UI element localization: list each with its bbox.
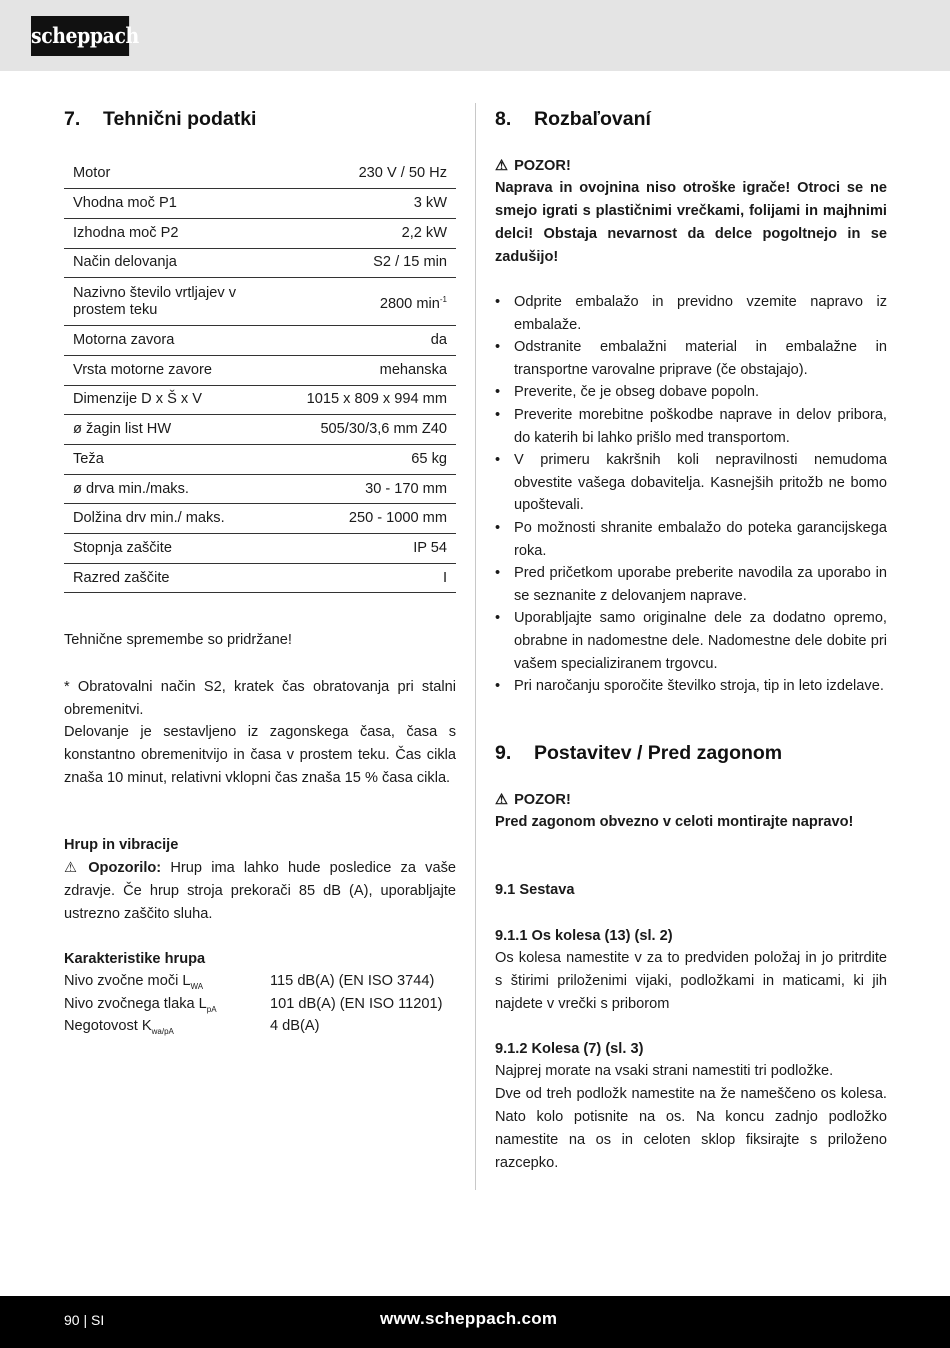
noise-label: Negotovost K	[64, 1018, 152, 1034]
spec-label: Vhodna moč P1	[64, 189, 298, 219]
noise-row	[64, 970, 456, 993]
spec-row	[64, 534, 456, 564]
page-separator: |	[83, 1312, 88, 1328]
footer-bar	[0, 1296, 950, 1348]
spec-value-text: 2,2 kW	[401, 224, 447, 241]
spec-value	[298, 534, 456, 564]
section-8-heading	[495, 108, 651, 131]
noise-label-subscript: WA	[190, 982, 204, 991]
spec-label: ø drva min./maks.	[64, 474, 298, 504]
section-9-heading	[495, 742, 782, 765]
pozor-label: POZOR!	[514, 158, 571, 174]
spec-value	[298, 504, 456, 534]
spec-value-text: 505/30/3,6 mm Z40	[320, 421, 447, 438]
spec-value	[298, 474, 456, 504]
spec-row	[64, 218, 456, 248]
spec-value	[298, 326, 456, 356]
spec-value-text: 2800 min	[379, 295, 440, 312]
unpacking-list-item: • Preverite morebitne poškodbe naprave in delov pribora, do katerih bi lahko prišlo med transportom.	[495, 404, 887, 449]
subsection-9-1-1-text: Os kolesa namestite v za to predviden položaj in jo pritrdite s štirimi priloženimi vijaki, podložkami in maticami, ki jih najdete v vrečki s priborom	[495, 950, 887, 1012]
warning-icon: ⚠	[64, 860, 78, 876]
spec-row	[64, 415, 456, 445]
changes-note: Tehnične spremembe so pridržane!	[64, 632, 292, 648]
warning-icon: ⚠	[495, 158, 509, 174]
spec-value	[298, 355, 456, 385]
spec-label: Razred zaščite	[64, 563, 298, 593]
spec-label: Način delovanja	[64, 248, 298, 278]
spec-label: Vrsta motorne zavore	[64, 355, 298, 385]
noise-value: 4 dB(A)	[270, 1018, 320, 1034]
spec-label: Motor	[64, 159, 298, 189]
noise-label-subscript: pA	[206, 1004, 217, 1014]
spec-label: ø žagin list HW	[64, 415, 298, 445]
noise-values	[64, 970, 456, 1038]
spec-value-text: 1015 x 809 x 994 mm	[306, 391, 447, 408]
spec-value-text: 250 - 1000 mm	[348, 510, 447, 527]
spec-value	[298, 445, 456, 475]
header-bar	[0, 0, 950, 71]
spec-row	[64, 159, 456, 189]
unpacking-list-item: • Odprite embalažo in previdno vzemite napravo iz embalaže.	[495, 291, 887, 336]
spec-label: Nazivno število vrtljajev v prostem teku	[64, 278, 298, 326]
spec-value-text: 230 V / 50 Hz	[358, 165, 447, 182]
noise-char-heading: Karakteristike hrupa	[64, 951, 206, 967]
unpacking-list-item: • Uporabljajte samo originalne dele za dodatno opremo, obrabne in nadomestne dele. Nadomestne dele dobite pri vašem specializiranem trgovcu.	[495, 607, 887, 675]
spec-label: Dimenzije D x Š x V	[64, 385, 298, 415]
spec-value-text: IP 54	[413, 539, 447, 556]
subsection-9-1-2-text1: Najprej morate na vsaki strani namestiti tri podložke.	[495, 1063, 834, 1079]
duty-description: Delovanje je sestavljeno iz zagonskega časa, časa s konstantno obremenitvijo in časa v prostem teku. Čas cikla znaša 10 minut, relativni vklopni čas znaša 15 % časa cikla.	[64, 724, 456, 786]
spec-value	[298, 415, 456, 445]
spec-value-text: da	[430, 332, 447, 349]
page-number: 90	[64, 1312, 80, 1328]
unpacking-list-item: • Pred pričetkom uporabe preberite navodila za uporabo in se seznanite z delovanjem naprave.	[495, 562, 887, 607]
section-7-title: Tehnični podatki	[103, 108, 257, 130]
section-8-number: 8.	[495, 108, 512, 130]
noise-value: 115 dB(A) (EN ISO 3744)	[270, 973, 435, 989]
spec-value	[298, 248, 456, 278]
section-8-warning-label	[495, 155, 887, 178]
spec-label: Dolžina drv min./ maks.	[64, 504, 298, 534]
section-9-warning-text: Pred zagonom obvezno v celoti montirajte napravo!	[495, 814, 854, 830]
spec-value	[298, 189, 456, 219]
spec-row	[64, 385, 456, 415]
spec-row	[64, 445, 456, 475]
noise-label: Nivo zvočnega tlaka L	[64, 995, 207, 1012]
noise-row	[64, 1015, 456, 1038]
unpacking-list-item: • V primeru kakršnih koli nepravilnosti nemudoma obvestite vašega dobavitelja. Kasnejših pritožb ne bomo upoštevali.	[495, 449, 887, 517]
spec-row	[64, 355, 456, 385]
spec-value-exponent: -1	[439, 294, 447, 304]
section-9-number: 9.	[495, 742, 512, 764]
column-divider	[475, 103, 476, 1190]
section-7-heading	[64, 108, 256, 131]
unpacking-list-item: • Preverite, če je obseg dobave popoln.	[495, 381, 887, 404]
section-8-title: Rozbaľovaní	[534, 108, 651, 130]
subsection-9-1: 9.1 Sestava	[495, 882, 575, 898]
spec-row	[64, 278, 456, 326]
spec-row	[64, 504, 456, 534]
unpacking-list-item: • Po možnosti shranite embalažo do poteka garancijskega roka.	[495, 517, 887, 562]
noise-warning-label: Opozorilo:	[88, 860, 162, 876]
subsection-9-1-1: 9.1.1 Os kolesa (13) (sl. 2)	[495, 928, 673, 944]
spec-value-text: 65 kg	[411, 450, 447, 467]
subsection-9-1-2: 9.1.2 Kolesa (7) (sl. 3)	[495, 1041, 644, 1057]
spec-label: Teža	[64, 445, 298, 475]
pozor-label: POZOR!	[514, 792, 571, 808]
duty-footnote: * Obratovalni način S2, kratek čas obratovanja pri stalni obremenitvi.	[64, 679, 456, 718]
spec-label: Motorna zavora	[64, 326, 298, 356]
noise-row	[64, 993, 456, 1016]
section-7-number: 7.	[64, 108, 81, 130]
spec-row	[64, 189, 456, 219]
noise-label: Nivo zvočne moči L	[64, 973, 191, 989]
unpacking-list	[495, 291, 887, 698]
spec-value	[298, 563, 456, 593]
section-9-warning-label	[495, 789, 887, 812]
website-link[interactable]: www.scheppach.com	[380, 1309, 558, 1328]
spec-value-text: S2 / 15 min	[373, 254, 447, 271]
section-8-warning-text: Naprava in ovojnina niso otroške igrače! Otroci se ne smejo igrati s plastičnimi vrečkami, folijami in majhnimi delci! Obstaja nevarnost da delce pogoltnejo in se zadušijo!	[495, 180, 887, 265]
spec-value-text: I	[442, 569, 447, 586]
noise-heading: Hrup in vibracije	[64, 837, 179, 853]
spec-value-text: mehanska	[379, 361, 447, 378]
spec-value-text: 30 - 170 mm	[365, 480, 447, 497]
spec-value	[298, 218, 456, 248]
spec-value-text: 3 kW	[413, 195, 447, 212]
spec-value	[298, 278, 456, 326]
warning-icon: ⚠	[495, 792, 509, 808]
spec-label: Izhodna moč P2	[64, 218, 298, 248]
language-code: SI	[91, 1312, 105, 1328]
spec-value	[298, 385, 456, 415]
scheppach-logo: scheppach	[31, 16, 129, 56]
noise-warning-text: Hrup ima lahko hude posledice za vaše zdravje. Če hrup stroja prekorači 85 dB (A), uporabljajte ustrezno zaščito sluha.	[64, 860, 456, 922]
spec-row	[64, 474, 456, 504]
spec-label: Stopnja zaščite	[64, 534, 298, 564]
noise-label-subscript: wa/pA	[151, 1027, 174, 1036]
noise-value: 101 dB(A) (EN ISO 11201)	[270, 995, 443, 1012]
spec-row	[64, 326, 456, 356]
page-info	[64, 1312, 104, 1328]
unpacking-list-item: • Pri naročanju sporočite številko stroja, tip in leto izdelave.	[495, 675, 887, 698]
noise-warning	[64, 857, 456, 926]
tech-spec-table	[64, 159, 456, 593]
spec-row	[64, 248, 456, 278]
section-9-title: Postavitev / Pred zagonom	[534, 742, 783, 764]
subsection-9-1-2-text2: Dve od treh podložk namestite na že nameščeno os kolesa. Nato kolo potisnite na os. Na koncu zadnjo podložko namestite na os in celoten sklop fiksirajte s priloženo razcepko.	[495, 1086, 887, 1171]
spec-value	[298, 159, 456, 189]
spec-row	[64, 563, 456, 593]
unpacking-list-item: • Odstranite embalažni material in embalažne in transportne varovalne priprave (če obstajajo).	[495, 336, 887, 381]
